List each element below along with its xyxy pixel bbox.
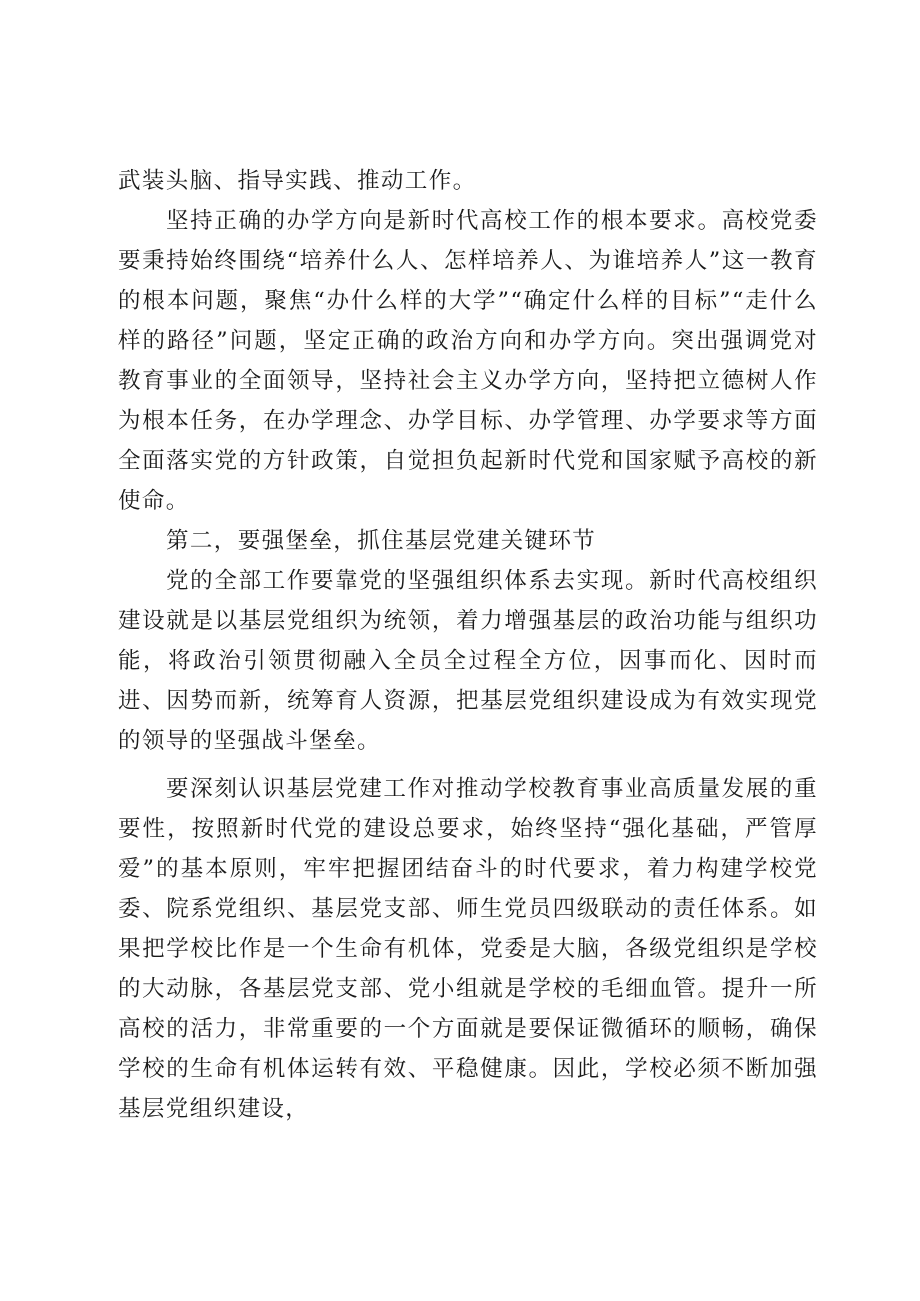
section-heading-second: 第二，要强堡垒，抓住基层党建关键环节 bbox=[166, 528, 597, 554]
paragraph-continued: 武装头脑、指导实践、推动工作。 bbox=[118, 168, 477, 194]
document-body bbox=[118, 161, 818, 1129]
paragraph-grassroots-party-building: 要深刻认识基层党建工作对推动学校教育事业高质量发展的重要性，按照新时代党的建设总要求，始终坚持“强化基础，严管厚爱”的基本原则，牢牢把握团结奋斗的时代要求，着力构建学校党委、院系党组织、基层党支部、师生党员四级联动的责任体系。如果把学校比作是一个生命有机体，党委是大脑，各级党组织是学校的大动脉，各基层党支部、党小组就是学校的毛细血管。提升一所高校的活力，非常重要的一个方面就是要保证微循环的顺畅，确保学校的生命有机体运转有效、平稳健康。因此，学校必须不断加强基层党组织建设， bbox=[118, 776, 818, 1122]
paragraph-organization-system: 党的全部工作要靠党的坚强组织体系去实现。新时代高校组织建设就是以基层党组织为统领，着力增强基层的政治功能与组织功能，将政治引领贯彻融入全员全过程全方位，因事而化、因时而进、因势而新，统筹育人资源，把基层党组织建设成为有效实现党的领导的坚强战斗堡垒。 bbox=[118, 568, 818, 754]
paragraph-educational-direction: 坚持正确的办学方向是新时代高校工作的根本要求。高校党委要秉持始终围绕“培养什么人、怎样培养人、为谁培养人”这一教育的根本问题，聚焦“办什么样的大学”“确定什么样的目标”“走什么样的路径”问题，坚定正确的政治方向和办学方向。突出强调党对教育事业的全面领导，坚持社会主义办学方向，坚持把立德树人作为根本任务，在办学理念、办学目标、办学管理、办学要求等方面全面落实党的方针政策，自觉担负起新时代党和国家赋予高校的新使命。 bbox=[118, 208, 818, 514]
